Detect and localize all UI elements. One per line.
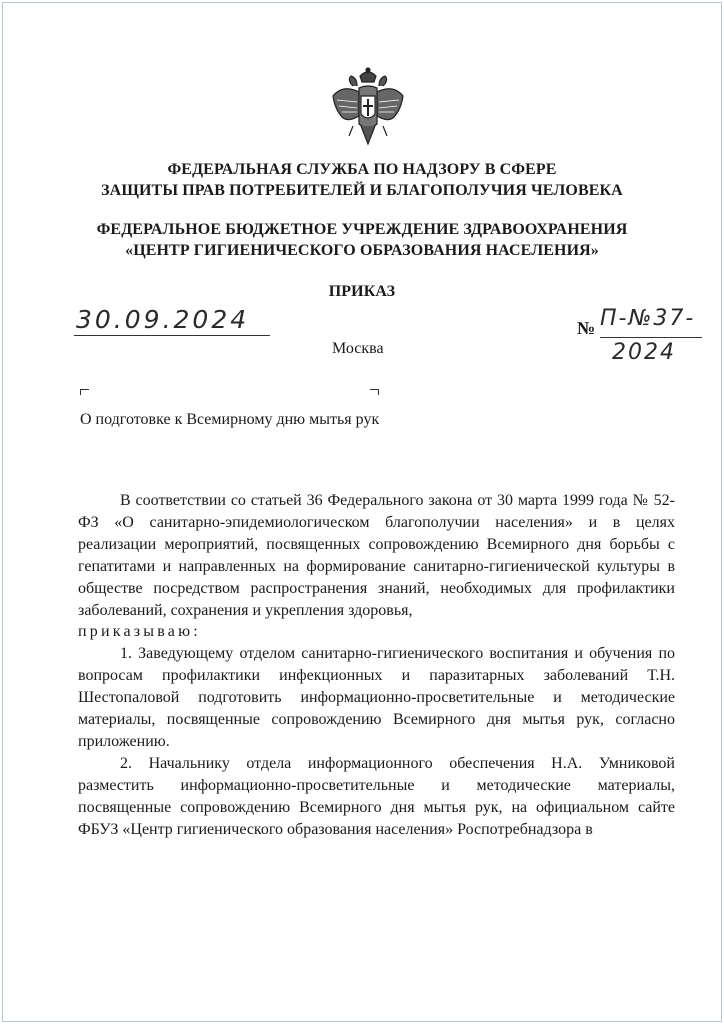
date-underline: [74, 335, 270, 336]
handwritten-date: 30.09.2024: [76, 305, 250, 334]
order-word: приказываю:: [78, 623, 201, 641]
order-item-2: 2. Начальнику отдела информационного обеспечения Н.А. Умниковой разместить информационно-просветительные и методические материалы, посвященные сопровождению Всемирного дня мытья рук, на официальном сайте ФБУЗ «Центр гигиенического образования населения» Роспотребнадзора в: [78, 754, 675, 838]
double-headed-eagle-emblem-icon: [329, 66, 407, 150]
agency-line-1: ФЕДЕРАЛЬНАЯ СЛУЖБА ПО НАДЗОРУ В СФЕРЕ: [167, 161, 557, 178]
handwritten-number-line-2: 2024: [612, 340, 676, 365]
subject-corner-left: [80, 389, 89, 395]
order-item-1: 1. Заведующему отделом санитарно-гигиенического воспитания и обучения по вопросам профилактики инфекционных и паразитарных заболеваний Т.Н. Шестопаловой подготовить информационно-просветительные и методические материалы, посвященные сопровождению Всемирного дня мытья рук, согласно приложению.: [78, 645, 675, 750]
handwritten-number-line-1: П-№37-: [600, 306, 696, 331]
city: Москва: [332, 340, 384, 357]
number-underline: [600, 337, 702, 338]
institution-name: [40, 219, 684, 261]
agency-line-2: ЗАЩИТЫ ПРАВ ПОТРЕБИТЕЛЕЙ И БЛАГОПОЛУЧИЯ ЧЕЛОВЕКА: [101, 182, 623, 199]
number-sign: №: [577, 318, 596, 338]
agency-name: [40, 159, 684, 201]
document-body: [78, 490, 675, 841]
document-type: [40, 281, 684, 302]
institution-line-2: «ЦЕНТР ГИГИЕНИЧЕСКОГО ОБРАЗОВАНИЯ НАСЕЛЕНИЯ»: [125, 242, 599, 259]
document-type-label: ПРИКАЗ: [328, 283, 396, 300]
document-subject: О подготовке к Всемирному дню мытья рук: [80, 411, 380, 428]
intro-paragraph: В соответствии со статьей 36 Федерального закона от 30 марта 1999 года № 52-ФЗ «О санитарно-эпидемиологическом благополучии населения» и в целях реализации мероприятий, посвященных сопровождению Всемирного дня борьбы с гепатитами и направленных на формирование санитарно-гигиенической культуры в обществе посредством распространения знаний, необходимых для профилактики заболеваний, сохранения и укрепления здоровья,: [78, 492, 675, 619]
subject-corner-right: [370, 389, 379, 395]
institution-line-1: ФЕДЕРАЛЬНОЕ БЮДЖЕТНОЕ УЧРЕЖДЕНИЕ ЗДРАВООХРАНЕНИЯ: [96, 221, 628, 238]
